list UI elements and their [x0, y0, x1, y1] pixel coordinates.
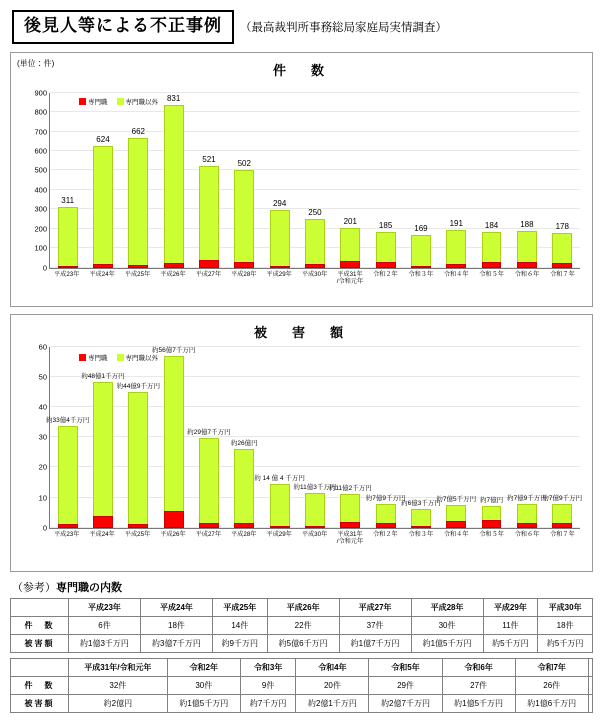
bar-segment-professional: [234, 523, 254, 528]
bar-group[interactable]: [151, 346, 196, 528]
bar-data-label: 169: [414, 223, 428, 233]
bar-segment-professional: [482, 262, 502, 268]
bar-group[interactable]: [509, 93, 544, 268]
bar-segment-professional: [376, 523, 396, 528]
table-cell: 約1億6千万円: [515, 694, 588, 712]
table-cell: 約3億7千万円: [140, 634, 212, 652]
bar-data-label: 185: [378, 220, 393, 230]
bar-data-label: 約26億円: [230, 439, 258, 447]
x-axis-label: 令和３年: [408, 270, 434, 278]
bar-segment-other: [128, 392, 148, 524]
x-axis-label: 令和７年: [550, 270, 575, 278]
bar-segment-professional: [199, 260, 219, 267]
bar-data-label: 502: [237, 158, 251, 168]
bar-segment-professional: [270, 526, 290, 528]
row-header: 件 数: [11, 676, 69, 694]
bar-data-label: 184: [484, 220, 499, 230]
table-corner-cell: [11, 658, 69, 676]
row-header: 件 数: [11, 616, 69, 634]
bar-segment-professional: [58, 524, 78, 528]
bar-data-label: 約33億4千万円: [45, 417, 90, 425]
table-cell: 約2億1千万円: [296, 694, 369, 712]
table-cell: 約9千万円: [212, 634, 267, 652]
x-axis-label: 平成30年: [301, 530, 328, 538]
stacked-bar[interactable]: [552, 233, 572, 268]
legend-label-senmon-2: 専門職: [88, 354, 108, 362]
column-header: 令和7年: [515, 658, 588, 676]
chart-counts-title: 件 数: [272, 62, 330, 78]
y-axis-tick: 60: [38, 342, 47, 352]
stacked-bar[interactable]: [446, 230, 466, 267]
bar-group[interactable]: [227, 347, 262, 528]
table-cell: 約7千万円: [240, 694, 296, 712]
chart-counts-xaxis: [49, 271, 580, 285]
bar-segment-professional: [411, 526, 431, 528]
bar-segment-other: [234, 449, 254, 523]
stacked-bar[interactable]: [376, 232, 396, 268]
table-cell: 6件: [69, 616, 141, 634]
bar-group[interactable]: [507, 347, 547, 528]
stacked-bar[interactable]: [340, 494, 360, 528]
bar-data-label: 624: [96, 134, 110, 144]
stacked-bar[interactable]: [164, 356, 184, 528]
x-axis-label: 令和２年: [372, 270, 398, 278]
stacked-bar[interactable]: [164, 105, 184, 268]
y-axis-tick: 50: [38, 372, 47, 382]
bar-group[interactable]: [50, 93, 85, 268]
chart-damages-title: 被 害 額: [253, 324, 349, 340]
stacked-bar[interactable]: [411, 235, 431, 268]
bar-data-label: 201: [343, 217, 357, 227]
bar-data-label: 約7億9千万円: [507, 494, 547, 502]
column-header: 平成26年: [267, 598, 339, 616]
x-axis-label: 令和６年: [514, 270, 540, 278]
y-axis-tick: 40: [38, 402, 47, 412]
x-axis-label: 平成31年 /令和元年: [336, 270, 364, 285]
stacked-bar[interactable]: [305, 219, 325, 268]
chart-counts-unit: (単位：件): [17, 58, 55, 68]
stacked-bar[interactable]: [234, 170, 254, 268]
bar-segment-professional: [340, 261, 360, 267]
bar-segment-other: [270, 484, 290, 525]
legend-label-other-2: 専門職以外: [125, 354, 158, 362]
bar-segment-professional: [199, 523, 219, 528]
bar-series: [45, 346, 583, 528]
bar-segment-other: [199, 438, 219, 523]
stacked-bar[interactable]: [270, 484, 290, 528]
x-axis-label: 平成29年: [266, 270, 292, 278]
bar-group[interactable]: [436, 347, 477, 528]
page-title: 後見人等による不正事例: [12, 10, 234, 44]
x-axis-label: 令和６年: [514, 530, 540, 538]
row-header: 被害額: [11, 634, 69, 652]
y-axis-tick: 800: [34, 107, 47, 117]
bar-group[interactable]: [474, 93, 509, 268]
stacked-bar[interactable]: [552, 504, 572, 528]
table-cell: 約2億円: [69, 694, 168, 712]
x-axis-label: 平成24年: [89, 270, 115, 278]
bar-segment-other: [305, 219, 325, 264]
bar-segment-professional: [93, 516, 113, 527]
bar-segment-professional: [270, 266, 290, 268]
legend-label-senmon: 専門職: [88, 98, 108, 106]
table-cell: 30件: [167, 676, 240, 694]
table-row: [11, 676, 593, 694]
bar-segment-professional: [552, 263, 572, 268]
bar-segment-professional: [517, 262, 537, 267]
bar-group[interactable]: [328, 347, 372, 528]
column-header: 平成31年/令和元年: [69, 658, 168, 676]
bar-segment-other: [340, 228, 360, 261]
stacked-bar[interactable]: [93, 382, 113, 528]
table-cell: 18件: [538, 616, 593, 634]
bar-data-label: 約6億3千万円: [401, 499, 441, 507]
bar-segment-other: [270, 210, 290, 265]
table-row: [11, 634, 593, 652]
bar-segment-other: [517, 504, 537, 523]
bar-segment-professional: [58, 266, 78, 268]
table-header-row: [11, 598, 593, 616]
table-cell: 18件: [140, 616, 212, 634]
x-axis-label: 平成26年: [160, 270, 186, 278]
stacked-bar[interactable]: [305, 493, 325, 527]
bar-data-label: 191: [449, 219, 463, 229]
column-header: 令和2年: [167, 658, 240, 676]
page-subtitle: （最高裁判所事務総局家庭局実情調査）: [240, 21, 447, 34]
x-axis-label: 令和４年: [443, 530, 469, 538]
bar-data-label: 約7億9千万円: [542, 494, 583, 502]
bar-segment-other: [305, 493, 325, 525]
bar-group[interactable]: [81, 347, 125, 528]
column-header: 令和4年: [296, 658, 369, 676]
bar-segment-other: [199, 166, 219, 261]
reference-heading: [12, 579, 593, 595]
bar-group[interactable]: [542, 347, 583, 528]
x-axis-label: 平成29年: [266, 530, 292, 538]
table-cell: 約1億5千万円: [442, 694, 515, 712]
bar-segment-professional: [305, 264, 325, 268]
bar-data-label: 662: [131, 127, 145, 137]
x-axis-label: 平成23年: [53, 270, 80, 278]
table-cell: 22件: [267, 616, 339, 634]
stacked-bar[interactable]: [93, 146, 113, 268]
x-axis-label: 令和７年: [550, 530, 575, 538]
column-header: 平成23年: [69, 598, 141, 616]
stacked-bar[interactable]: [517, 504, 537, 528]
stacked-bar[interactable]: [199, 438, 219, 528]
y-axis-tick: 20: [38, 462, 47, 472]
bar-segment-professional: [411, 266, 431, 268]
x-axis-label: 平成27年: [195, 270, 222, 278]
chart-panel-counts: [10, 52, 593, 307]
y-axis-tick: 400: [34, 185, 47, 195]
x-axis-label: 令和３年: [408, 530, 434, 538]
y-axis-tick: 600: [34, 146, 47, 156]
column-header: 平成27年: [339, 598, 411, 616]
bar-segment-other: [128, 138, 148, 265]
bar-segment-other: [376, 504, 396, 523]
table-cell: 14件: [212, 616, 267, 634]
bar-segment-other: [482, 232, 502, 262]
y-axis-tick: 0: [42, 523, 47, 533]
column-header: [588, 658, 592, 676]
table-row: [11, 694, 593, 712]
bar-segment-other: [411, 509, 431, 526]
column-header: 令和6年: [442, 658, 515, 676]
bar-segment-professional: [446, 521, 466, 527]
bar-segment-other: [552, 504, 572, 523]
bar-group[interactable]: [297, 93, 332, 268]
bar-segment-professional: [482, 520, 502, 528]
bar-segment-professional: [234, 262, 254, 268]
stacked-bar[interactable]: [128, 392, 148, 528]
x-axis-label: 令和２年: [372, 530, 398, 538]
bar-data-label: 約44億9千万円: [116, 382, 160, 390]
y-axis-tick: 500: [34, 165, 47, 175]
column-header: 令和5年: [369, 658, 442, 676]
bar-data-label: 約48億1千万円: [81, 372, 125, 380]
x-axis-label: 平成25年: [124, 530, 151, 538]
chart-damages-xaxis: [49, 531, 580, 545]
bar-group[interactable]: [45, 347, 90, 528]
bar-segment-other: [234, 170, 254, 262]
x-axis-label: 平成30年: [301, 270, 328, 278]
bar-data-label: 約56億7千万円: [151, 346, 196, 354]
bar-group[interactable]: [474, 347, 509, 528]
x-axis-label: 令和５年: [479, 270, 504, 278]
stacked-bar[interactable]: [340, 228, 360, 267]
bar-data-label: 約11億3千万円: [293, 484, 337, 492]
bar-segment-professional: [93, 264, 113, 268]
bar-segment-other: [446, 230, 466, 263]
column-header: 平成24年: [140, 598, 212, 616]
x-axis-label: 平成28年: [231, 270, 257, 278]
bar-segment-other: [93, 146, 113, 265]
bar-segment-professional: [517, 523, 537, 528]
stacked-bar[interactable]: [199, 166, 219, 268]
y-axis-tick: 0: [42, 263, 47, 273]
table-cell: 27件: [442, 676, 515, 694]
bar-group[interactable]: [187, 347, 231, 528]
x-axis-label: 令和４年: [443, 270, 469, 278]
table-cell: 30件: [411, 616, 483, 634]
bar-segment-professional: [128, 524, 148, 528]
table-cell: 約2億7千万円: [369, 694, 442, 712]
bar-segment-professional: [376, 262, 396, 268]
table-cell: 約5億6千万円: [267, 634, 339, 652]
bar-segment-other: [164, 356, 184, 511]
page-header: [12, 10, 593, 44]
bar-segment-professional: [552, 523, 572, 528]
table-header-row: [11, 658, 593, 676]
bar-segment-other: [58, 426, 78, 523]
bar-segment-other: [517, 231, 537, 262]
table-cell: [588, 676, 592, 694]
bar-segment-other: [411, 235, 431, 266]
bar-segment-professional: [340, 522, 360, 528]
chart-panel-damages: [10, 314, 593, 572]
column-header: 平成28年: [411, 598, 483, 616]
bar-segment-professional: [164, 511, 184, 528]
reference-heading-text: 専門職の内数: [56, 581, 122, 594]
bar-segment-other: [164, 105, 184, 263]
table-cell: 20件: [296, 676, 369, 694]
stacked-bar[interactable]: [376, 504, 396, 528]
bar-group[interactable]: [333, 93, 368, 268]
x-axis-label: 平成23年: [53, 530, 80, 538]
chart-damages-plot: [38, 342, 583, 533]
x-axis-label: 平成27年: [195, 530, 222, 538]
bar-data-label: 311: [61, 195, 75, 205]
chart-damages-canvas: [17, 342, 586, 565]
x-axis-label: 平成31年 /令和元年: [336, 530, 364, 545]
stacked-bar[interactable]: [482, 232, 502, 268]
bar-series: [50, 93, 580, 268]
bar-segment-professional: [128, 265, 148, 268]
row-header: 被害額: [11, 694, 69, 712]
chart-counts-plot: [34, 88, 580, 273]
bar-data-label: 約7億円: [480, 497, 504, 505]
table-cell: 約5千万円: [538, 634, 593, 652]
bar-data-label: 294: [272, 199, 287, 209]
stacked-bar[interactable]: [517, 231, 537, 268]
bar-data-label: 250: [308, 207, 322, 217]
bar-data-label: 約7億9千万円: [365, 494, 406, 502]
bar-group[interactable]: [403, 93, 438, 268]
y-axis-tick: 300: [34, 204, 47, 214]
chart-counts-canvas: [17, 88, 586, 303]
bar-segment-professional: [446, 264, 466, 268]
x-axis-label: 平成28年: [231, 530, 257, 538]
legend-label-other: 専門職以外: [125, 98, 158, 106]
bar-segment-professional: [164, 263, 184, 267]
bar-segment-other: [93, 382, 113, 517]
y-axis-tick: 100: [34, 243, 47, 253]
stacked-bar[interactable]: [128, 138, 148, 267]
bar-segment-other: [552, 233, 572, 263]
bar-segment-other: [482, 506, 502, 519]
table-cell: [588, 694, 592, 712]
x-axis-label: 平成25年: [124, 270, 151, 278]
bar-segment-other: [58, 207, 78, 266]
bar-group[interactable]: [191, 93, 226, 268]
reference-table-2: [10, 658, 593, 713]
bar-group[interactable]: [254, 347, 305, 528]
bar-group[interactable]: [293, 347, 337, 528]
y-axis-tick: 900: [34, 88, 47, 98]
table-cell: 約1億3千万円: [69, 634, 141, 652]
table-corner-cell: [11, 598, 69, 616]
stacked-bar[interactable]: [58, 426, 78, 527]
table-cell: 約5千万円: [483, 634, 538, 652]
bar-segment-other: [446, 505, 466, 521]
bar-data-label: 約7億5千万円: [436, 495, 477, 503]
reference-heading-prefix: （参考）: [12, 581, 56, 594]
column-header: 平成29年: [483, 598, 538, 616]
bar-data-label: 178: [555, 221, 569, 231]
y-axis-tick: 30: [38, 432, 47, 442]
bar-data-label: 188: [520, 219, 534, 229]
stacked-bar[interactable]: [446, 505, 466, 528]
x-axis-label: 令和５年: [479, 530, 504, 538]
column-header: 平成25年: [212, 598, 267, 616]
table-cell: 11件: [483, 616, 538, 634]
stacked-bar[interactable]: [270, 210, 290, 267]
bar-group[interactable]: [156, 93, 191, 268]
bar-data-label: 約11億2千万円: [328, 484, 372, 492]
stacked-bar[interactable]: [411, 509, 431, 528]
reference-table-1: [10, 598, 593, 653]
bar-segment-professional: [305, 526, 325, 528]
bar-group[interactable]: [227, 93, 262, 268]
bar-group[interactable]: [365, 347, 406, 528]
stacked-bar[interactable]: [234, 449, 254, 528]
bar-group[interactable]: [116, 347, 160, 528]
y-axis-tick: 10: [38, 493, 47, 503]
table-cell: 約1億7千万円: [339, 634, 411, 652]
bar-group[interactable]: [368, 93, 403, 268]
stacked-bar[interactable]: [58, 207, 78, 268]
table-cell: 約1億5千万円: [167, 694, 240, 712]
bar-group[interactable]: [262, 93, 297, 268]
bar-data-label: 約 14 億 4 千万円: [254, 475, 305, 483]
bar-group[interactable]: [439, 93, 474, 268]
bar-group[interactable]: [545, 93, 580, 268]
column-header: 平成30年: [538, 598, 593, 616]
y-axis-tick: 700: [34, 127, 47, 137]
table-cell: 26件: [515, 676, 588, 694]
bar-data-label: 521: [202, 154, 216, 164]
table-cell: 9件: [240, 676, 296, 694]
table-cell: 37件: [339, 616, 411, 634]
table-row: [11, 616, 593, 634]
stacked-bar[interactable]: [482, 506, 502, 527]
x-axis-label: 平成26年: [160, 530, 186, 538]
bar-group[interactable]: [85, 93, 120, 268]
column-header: 令和3年: [240, 658, 296, 676]
bar-data-label: 831: [166, 94, 181, 104]
table-cell: 約1億5千万円: [411, 634, 483, 652]
y-axis-tick: 200: [34, 224, 47, 234]
bar-segment-other: [340, 494, 360, 522]
bar-group[interactable]: [121, 93, 156, 268]
table-cell: 32件: [69, 676, 168, 694]
x-axis-label: 平成24年: [89, 530, 115, 538]
bar-segment-other: [376, 232, 396, 262]
table-cell: 29件: [369, 676, 442, 694]
bar-group[interactable]: [401, 347, 441, 528]
bar-data-label: 約29億7千万円: [187, 428, 231, 436]
